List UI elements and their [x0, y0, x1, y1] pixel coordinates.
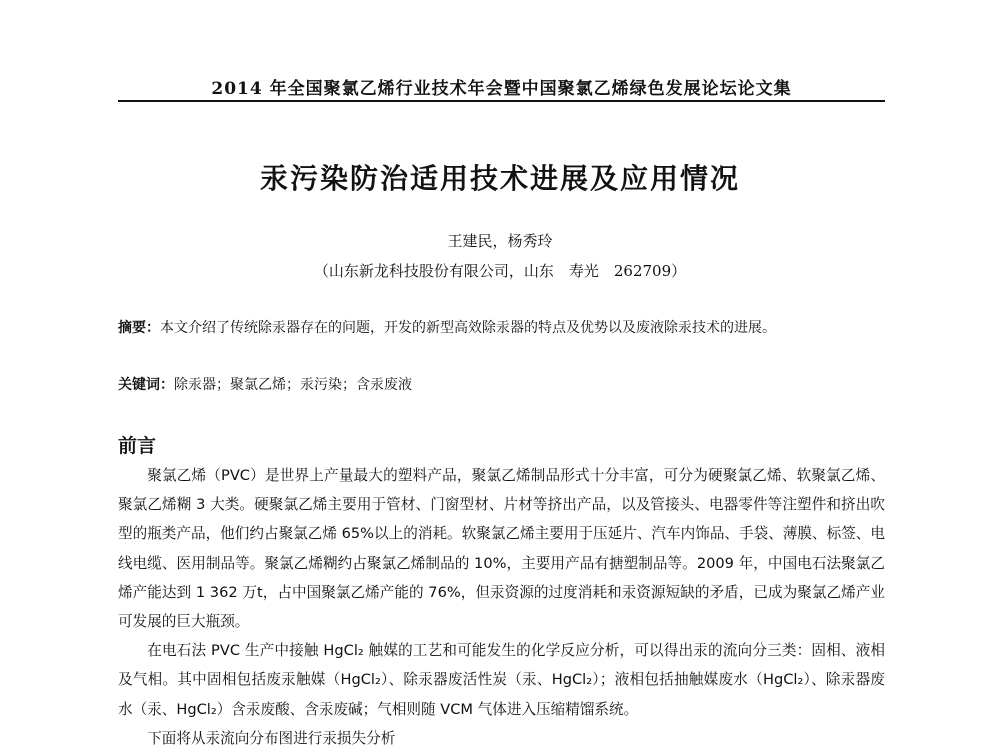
paper-title: 汞污染防治适用技术进展及应用情况 [259, 162, 740, 195]
body-paragraph: 下面将从汞流向分布图进行汞损失分析 [147, 729, 396, 747]
body-paragraph: 聚氯乙烯（PVC）是世界上产量最大的塑料产品，聚氯乙烯制品形式十分丰富，可分为硬聚氯乙烯、软聚氯乙烯、聚氯乙烯糊 3 大类。硬聚氯乙烯主要用于管材、门窗型材、片材等挤出产品，以及管接头、电器零件等注塑件和挤出吹型的瓶类产品，他们约占聚氯乙烯 65%以上的消耗。软聚氯乙烯主要用于压延片、汽车内饰品、手袋、薄膜、标签、电线电缆、医用制品等。聚氯乙烯糊约占聚氯乙烯制品的 10%，主要用产品有搪塑制品等。2009 年，中国电石法聚氯乙烯产能达到 1 362 万t，占中国聚氯乙烯产能的 76%，但汞资源的过度消耗和汞资源短缺的矛盾，已成为聚氯乙烯产业可发展的巨大瓶颈。 [118, 467, 885, 631]
abstract-label: 摘要： [118, 320, 160, 336]
section-heading: 前言 [118, 435, 157, 457]
keywords-label: 关键词： [118, 377, 174, 393]
header-rule [118, 100, 885, 102]
body-paragraph: 在电石法 PVC 生产中接触 HgCl₂ 触媒的工艺和可能发生的化学反应分析，可以得出汞的流向分三类：固相、液相及气相。其中固相包括废汞触媒（HgCl₂）、除汞器废活性炭（汞、HgCl₂）；液相包括抽触媒废水（HgCl₂）、除汞器废水（汞、HgCl₂）含汞废酸、含汞废碱；气相则随 VCM 气体进入压缩精馏系统。 [118, 642, 885, 718]
abstract [118, 315, 885, 341]
running-header: 2014 年全国聚氯乙烯行业技术年会暨中国聚氯乙烯绿色发展论坛论文集 [211, 79, 792, 99]
author-list: 王建民，杨秀玲 [447, 232, 553, 250]
author-affiliation: （山东新龙科技股份有限公司，山东 寿光 262709） [313, 262, 687, 280]
keywords [118, 372, 885, 398]
section-body [118, 461, 885, 753]
abstract-text: 本文介绍了传统除汞器存在的问题，开发的新型高效除汞器的特点及优势以及废液除汞技术的进展。 [160, 320, 776, 336]
keywords-text: 除汞器；聚氯乙烯；汞污染；含汞废液 [174, 377, 412, 393]
